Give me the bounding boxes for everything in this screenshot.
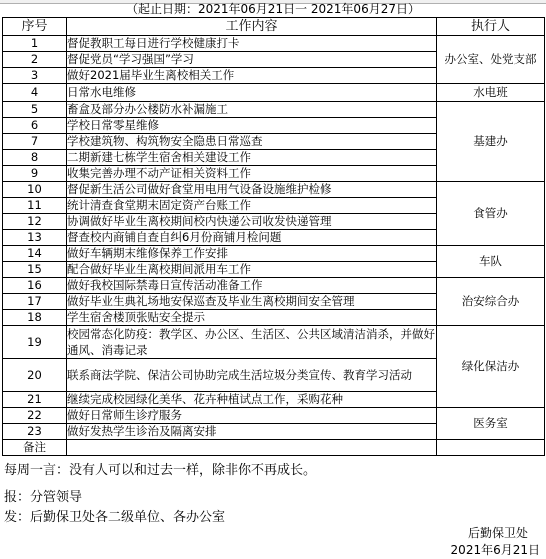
row-task: 学校建筑物、构筑物安全隐患日常巡查 bbox=[67, 134, 437, 150]
row-task: 畜盒及部分办公楼防水补漏施工 bbox=[67, 102, 437, 118]
row-task: 做好日常师生诊疗服务 bbox=[67, 408, 437, 424]
row-task: 做好发热学生诊治及隔离安排 bbox=[67, 424, 437, 440]
owner-cell: 食管办 bbox=[437, 182, 545, 246]
row-task: 做好我校国际禁毒日宣传活动准备工作 bbox=[67, 278, 437, 294]
send-to: 发：后勤保卫处各二级单位、各办公室 bbox=[4, 510, 226, 525]
header-content: 工作内容 bbox=[67, 18, 437, 36]
row-number: 21 bbox=[3, 392, 67, 408]
row-task: 做好车辆期末维修保养工作安排 bbox=[67, 246, 437, 262]
owner-cell: 车队 bbox=[437, 246, 545, 278]
row-task: 学生宿舍楼顶张贴安全提示 bbox=[67, 310, 437, 326]
owner-cell: 水电班 bbox=[437, 84, 545, 102]
table-row bbox=[3, 84, 545, 102]
row-task: 督促教职工每日进行学校健康打卡 bbox=[67, 36, 437, 52]
table-header-row bbox=[3, 18, 545, 36]
table-row bbox=[3, 246, 545, 262]
row-number: 12 bbox=[3, 214, 67, 230]
owner-cell: 治安综合办 bbox=[437, 278, 545, 326]
row-number: 22 bbox=[3, 408, 67, 424]
table-row bbox=[3, 102, 545, 118]
table-row bbox=[3, 326, 545, 359]
header-num: 序号 bbox=[3, 18, 67, 36]
row-number: 9 bbox=[3, 166, 67, 182]
owner-cell: 基建办 bbox=[437, 102, 545, 182]
owner-cell: 医务室 bbox=[437, 408, 545, 440]
note-label: 备注 bbox=[3, 440, 67, 456]
note-owner bbox=[437, 440, 545, 456]
row-number: 16 bbox=[3, 278, 67, 294]
table-row bbox=[3, 278, 545, 294]
row-task: 统计清查食堂期末固定资产台账工作 bbox=[67, 198, 437, 214]
note-content bbox=[67, 440, 437, 456]
report-to: 报：分管领导 bbox=[4, 490, 83, 505]
owner-cell: 办公室、处党支部 bbox=[437, 36, 545, 84]
row-task: 二期新建七栋学生宿舍相关建设工作 bbox=[67, 150, 437, 166]
table-row bbox=[3, 408, 545, 424]
row-number: 3 bbox=[3, 68, 67, 84]
row-number: 5 bbox=[3, 102, 67, 118]
row-task: 联系商法学院、保洁公司协助完成生活垃圾分类宣传、教育学习活动 bbox=[67, 359, 437, 392]
row-task: 督促党员“学习强国”学习 bbox=[67, 52, 437, 68]
row-number: 11 bbox=[3, 198, 67, 214]
row-number: 19 bbox=[3, 326, 67, 359]
row-task: 收集完善办理不动产证相关资料工作 bbox=[67, 166, 437, 182]
row-number: 8 bbox=[3, 150, 67, 166]
row-task: 协调做好毕业生离校期间校内快递公司收发快递管理 bbox=[67, 214, 437, 230]
signature: 后勤保卫处 bbox=[467, 526, 528, 540]
row-number: 17 bbox=[3, 294, 67, 310]
row-number: 2 bbox=[3, 52, 67, 68]
owner-cell: 绿化保洁办 bbox=[437, 326, 545, 408]
row-task: 学校日常零星维修 bbox=[67, 118, 437, 134]
row-task: 做好毕业生典礼场地安保巡查及毕业生离校期间安全管理 bbox=[67, 294, 437, 310]
row-number: 7 bbox=[3, 134, 67, 150]
row-task: 校园常态化防疫：教学区、办公区、生活区、公共区域清洁消杀，并做好通风、消毒记录 bbox=[67, 327, 435, 357]
weekly-work-table bbox=[2, 17, 545, 456]
row-number: 23 bbox=[3, 424, 67, 440]
row-task: 做好2021届毕业生离校相关工作 bbox=[67, 68, 437, 84]
row-number: 1 bbox=[3, 36, 67, 52]
row-number: 13 bbox=[3, 230, 67, 246]
row-task: 督促新生活公司做好食堂用电用气设备设施维护检修 bbox=[67, 182, 437, 198]
row-number: 4 bbox=[3, 84, 67, 102]
row-task: 配合做好毕业生离校期间派用车工作 bbox=[67, 262, 437, 278]
signature-date: 2021年6月21日 bbox=[450, 543, 540, 557]
row-number: 18 bbox=[3, 310, 67, 326]
date-range-heading: （起止日期：2021年06月21日一 2021年06月27日） bbox=[126, 2, 420, 16]
weekly-motto: 每周一言：没有人可以和过去一样，除非你不再成长。 bbox=[4, 463, 317, 478]
row-task: 继续完成校园绿化美华、花卉种植试点工作，采购花种 bbox=[67, 392, 437, 408]
row-number: 15 bbox=[3, 262, 67, 278]
row-task: 日常水电维修 bbox=[67, 84, 437, 102]
header-owner: 执行人 bbox=[437, 18, 545, 36]
note-row bbox=[3, 440, 545, 456]
table-row bbox=[3, 182, 545, 198]
row-task: 督查校内商铺自查自纠6月份商铺月检问题 bbox=[67, 230, 437, 246]
row-number: 6 bbox=[3, 118, 67, 134]
row-number: 20 bbox=[3, 359, 67, 392]
row-number: 14 bbox=[3, 246, 67, 262]
row-number: 10 bbox=[3, 182, 67, 198]
table-row bbox=[3, 36, 545, 52]
